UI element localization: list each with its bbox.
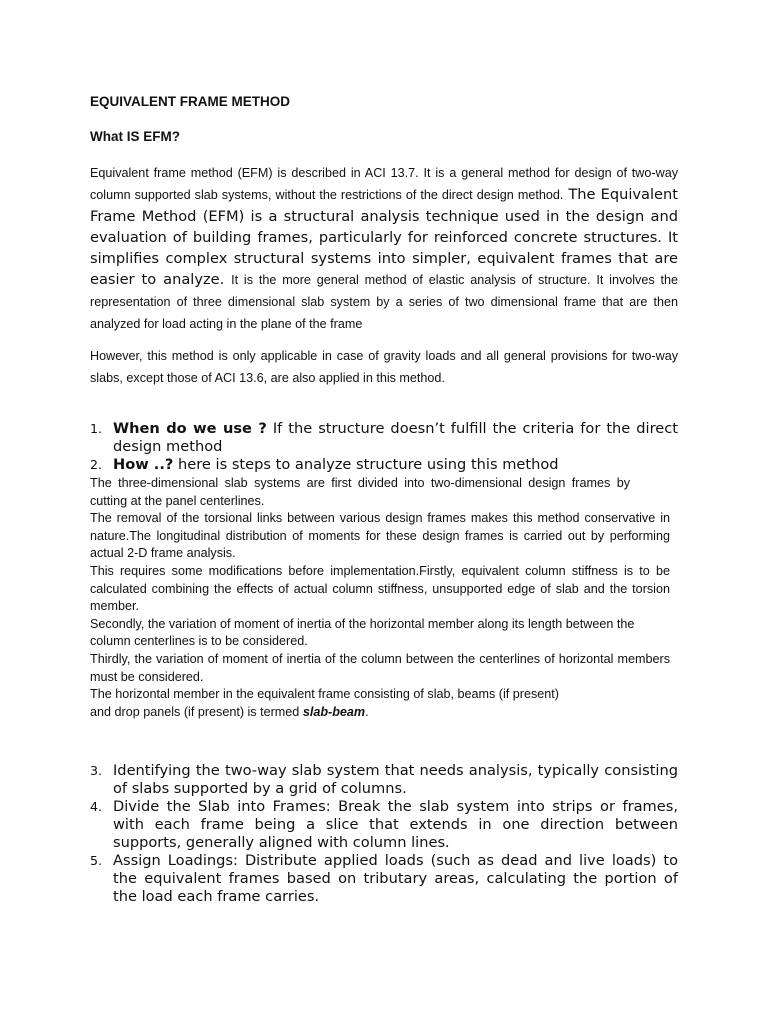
list-item-body: Divide the Slab into Frames: Break the slab system into strips or frames, with each frame being a slice that extends in one direction between supports, generally aligned with column lines.	[113, 798, 678, 851]
list-lead: How ..?	[113, 456, 174, 473]
list-item-body	[113, 456, 678, 474]
step-paragraph-6	[90, 686, 670, 721]
step-paragraph-4: Secondly, the variation of moment of inertia of the horizontal member along its length between the column centerlines is to be considered.	[90, 616, 635, 649]
list-number: 5.	[90, 853, 103, 868]
intro-part-2: The Equivalent Frame Method (EFM) is a structural analysis technique used in the design and evaluation of building frames, particularly for reinforced concrete structures. It simplifies complex structural systems into simpler, equivalent frames that are easier to analyze.	[90, 186, 678, 288]
list-number: 4.	[90, 799, 103, 814]
list-number: 1.	[90, 421, 103, 436]
list-lead: When do we use ?	[113, 420, 267, 437]
step-6-line-2: and drop panels (if present) is termed	[90, 704, 303, 719]
list-number: 2.	[90, 457, 103, 472]
step-paragraph-3: This requires some modifications before implementation.Firstly, equivalent column stiffness is to be calculated combining the effects of actual column stiffness, unsupported edge of slab and the torsion member.	[90, 563, 670, 614]
intro-part-3: It is the more general method of elastic analysis of structure. It involves the representation of three dimensional slab system by a series of two dimensional frame that are then analyzed for load acting in the plane of the frame	[90, 273, 679, 331]
slab-beam-term: slab-beam	[302, 704, 366, 719]
however-paragraph: However, this method is only applicable in case of gravity loads and all general provisions for two-way slabs, except those of ACI 13.6, are also applied in this method.	[90, 349, 678, 385]
list-text: If the structure doesn’t fulfill the criteria for the direct design method	[113, 420, 679, 455]
list-number: 3.	[90, 763, 103, 778]
intro-part-1: Equivalent frame method (EFM) is described in ACI 13.7. It is a general method for design of two-way column supported slab systems, without the restrictions of the direct design method.	[90, 166, 678, 202]
step-paragraph-5: Thirdly, the variation of moment of inertia of the column between the centerlines of horizontal members must be considered.	[90, 651, 670, 684]
step-6-end: .	[365, 704, 369, 719]
list-item-body: Identifying the two-way slab system that needs analysis, typically consisting of slabs supported by a grid of columns.	[113, 762, 678, 797]
step-paragraph-2: The removal of the torsional links between various design frames makes this method conservative in nature.The longitudinal distribution of moments for these design frames is carried out by performing actual 2-D frame analysis.	[90, 511, 670, 561]
list-text: here is steps to analyze structure using this method	[173, 456, 559, 473]
step-6-line-1: The horizontal member in the equivalent frame consisting of slab, beams (if present)	[90, 687, 559, 702]
section-heading-what-is-efm: What IS EFM?	[90, 129, 180, 144]
document-title: EQUIVALENT FRAME METHOD	[90, 94, 290, 109]
step-paragraph-1: The three-dimensional slab systems are first divided into two-dimensional design frames by cutting at the panel centerlines.	[90, 476, 630, 508]
steps-block	[90, 475, 670, 721]
intro-paragraph	[90, 162, 678, 335]
list-item-body: Assign Loadings: Distribute applied loads (such as dead and live loads) to the equivalent frames based on tributary areas, calculating the portion of the load each frame carries.	[113, 852, 678, 905]
list-item-body	[113, 420, 678, 456]
